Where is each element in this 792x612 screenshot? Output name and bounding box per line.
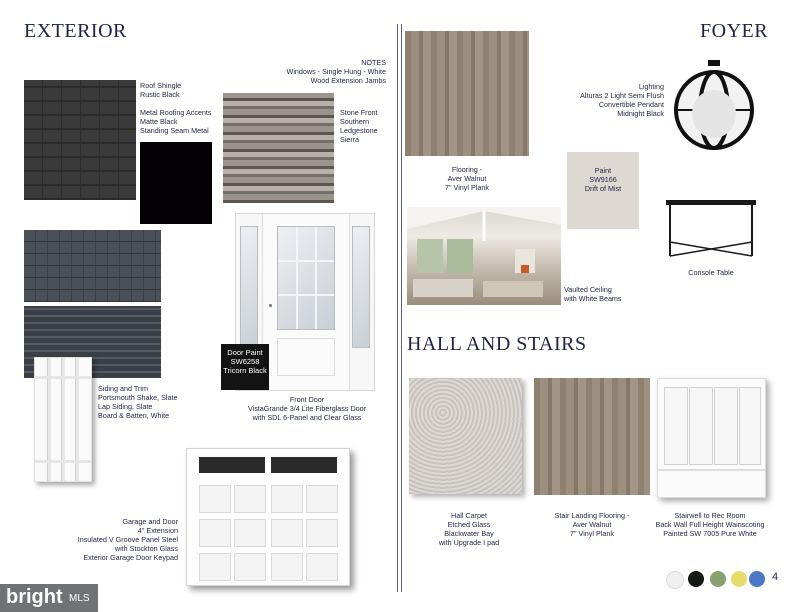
exterior-heading: EXTERIOR [24,20,127,42]
metal-roofing-caption: Metal Roofing Accents Matte Black Standing Seam Metal [140,108,212,135]
page-number: 4 [772,571,779,583]
garage-window-left [199,457,265,473]
palette-swatch-white [666,571,684,589]
foyer-flooring-caption: Flooring - Aver Walnut 7" Vinyl Plank [445,165,489,192]
door-glass [277,226,335,330]
garage-window-right [271,457,337,473]
hall-stairs-heading: HALL AND STAIRS [407,333,587,355]
brightmls-logo [0,584,98,612]
exterior-notes: NOTES Windows - Single Hung - White Wood Extension Jambs [286,58,386,85]
door-paint-chip: Door Paint SW6258 Tricorn Black [221,344,269,390]
door-slab [262,214,350,390]
page-divider-second [401,24,402,592]
wainscoting-swatch [657,378,766,498]
stone-front-swatch [223,93,334,203]
foyer-paint-caption: Paint SW9166 Drift of Mist [584,166,622,193]
logo-suffix: MLS [69,593,90,604]
foyer-heading: FOYER [700,20,769,42]
shake-siding-swatch [24,230,161,302]
stair-landing-swatch [534,378,650,495]
vaulted-ceiling-caption: Vaulted Ceiling with White Beams [564,285,622,303]
door-panel [277,338,335,376]
palette-swatch-sage [710,571,726,587]
sidelite-left [240,226,258,348]
siding-caption: Siding and Trim Portsmouth Shake, Slate Lap Siding, Slate Board & Batten, White [98,384,178,420]
stair-landing-caption: Stair Landing Flooring - Aver Walnut 7" Vinyl Plank [554,511,630,538]
palette-swatch-blue [749,571,765,587]
logo-wordmark: bright [6,586,63,608]
lighting-caption: Lighting Alturas 2 Light Semi Flush Convertible Pendant Midnight Black [580,82,664,118]
board-batten-swatch [34,357,92,482]
stone-caption: Stone Front Southern Ledgestone Sierra [340,108,378,144]
foyer-flooring-swatch [405,31,529,156]
page-divider [397,24,398,592]
garage-door-image [186,448,350,586]
pendant-light-image [670,58,758,154]
vaulted-ceiling-photo [407,207,561,305]
door-knob [269,304,272,307]
sidelite-right [352,226,370,348]
palette-swatch-black [688,571,704,587]
hall-carpet-caption: Hall Carpet Etched Glass Blackwater Bay with Upgrade I pad [438,511,500,547]
hall-carpet-swatch [409,378,522,494]
front-door-caption: Front Door VistaGrande 3/4 Lite Fiberglass Door with SDL 6-Panel and Clear Glass [247,395,367,422]
console-table-caption: Console Table [688,268,734,277]
console-table-image [664,198,758,258]
stairwell-caption: Stairwell to Rec Room Back Wall Full Height Wainscoting Painted SW 7005 Pure White [655,511,765,538]
metal-roofing-swatch [140,142,212,224]
roof-caption: Roof Shingle Rustic Black [140,81,182,99]
garage-caption: Garage and Door 4" Extension Insulated V Groove Panel Steel with Stockton Glass Exterior Garage Door Keypad [77,517,178,562]
roof-shingle-swatch [24,80,136,200]
palette-swatch-yellow [731,571,747,587]
